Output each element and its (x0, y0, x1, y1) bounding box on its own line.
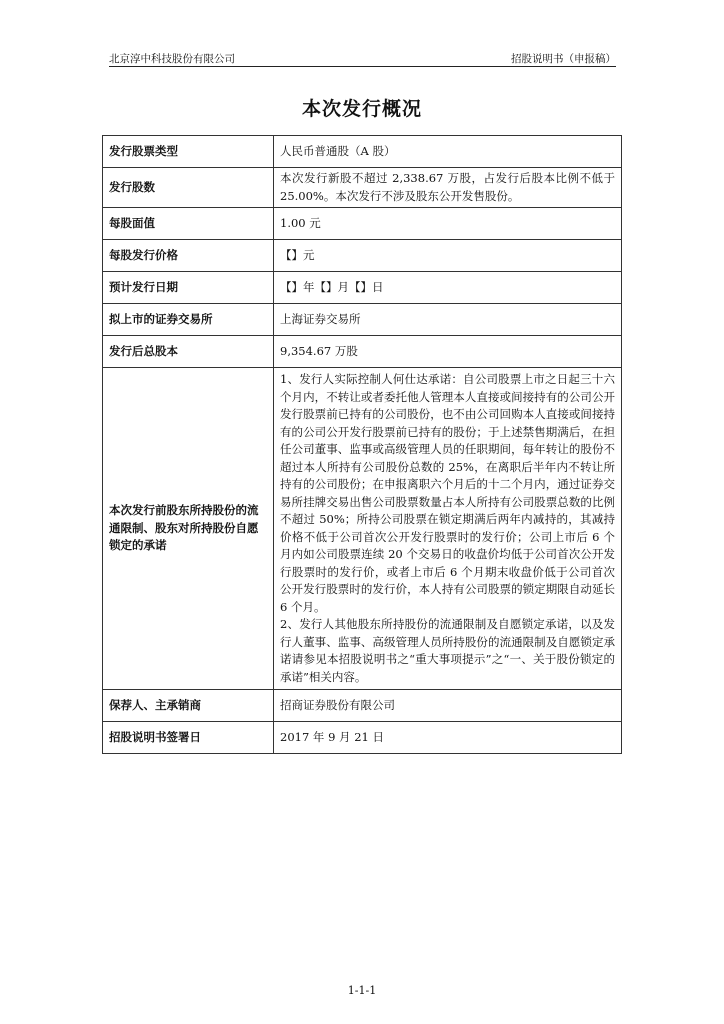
row-value: 1.00 元 (274, 208, 622, 240)
page-number: 1-1-1 (347, 984, 377, 997)
table-row (103, 690, 622, 722)
row-key: 招股说明书签署日 (103, 722, 274, 754)
row-key: 本次发行前股东所持股份的流通限制、股东对所持股份自愿锁定的承诺 (103, 368, 274, 690)
table-row (103, 136, 622, 168)
row-value: 本次发行新股不超过 2,338.67 万股，占发行后股本比例不低于 25.00%。本次发行不涉及股东公开发售股份。 (274, 168, 622, 208)
table-row (103, 272, 622, 304)
row-key: 每股面值 (103, 208, 274, 240)
offering-overview-table (102, 135, 622, 754)
table-row (103, 722, 622, 754)
table-row (103, 240, 622, 272)
page-header (109, 50, 616, 67)
row-key: 预计发行日期 (103, 272, 274, 304)
row-key: 拟上市的证券交易所 (103, 304, 274, 336)
row-value: 2017 年 9 月 21 日 (274, 722, 622, 754)
row-key: 发行后总股本 (103, 336, 274, 368)
header-company: 北京淳中科技股份有限公司 (109, 53, 235, 65)
row-value: 【】元 (274, 240, 622, 272)
table-row (103, 368, 622, 690)
row-value: 人民币普通股（A 股） (274, 136, 622, 168)
page-title: 本次发行概况 (301, 98, 422, 120)
header-document: 招股说明书（申报稿） (511, 53, 616, 65)
table-row (103, 168, 622, 208)
row-key: 保荐人、主承销商 (103, 690, 274, 722)
row-value: 1、发行人实际控制人何仕达承诺：自公司股票上市之日起三十六个月内，不转让或者委托他人管理本人直接或间接持有的公司公开发行股票前已持有的公司股份，也不由公司回购本人直接或间接持有的公司公开发行股票前已持有的股份；于上述禁售期满后，在担任公司董事、监事或高级管理人员的任职期间，每年转让的股份不超过本人所持有公司股份总数的 25%，在离职后半年内不转让所持有的公司股份；在申报离职六个月后的十二个月内，通过证券交易所挂牌交易出售公司股票数量占本人所持有公司股票总数的比例不超过 50%；所持公司股票在锁定期满后两年内减持的，其减持价格不低于公司首次公开发行股票时的发行价；公司上市后 6 个月内如公司股票连续 20 个交易日的收盘价均低于公司首次公开发行股票时的发行价，或者上市后 6 个月期末收盘价低于公司首次公开发行股票时的发行价，本人持有公司股票的锁定期限自动延长 6 个月。 2、发行人其他股东所持股份的流通限制及自愿锁定承诺，以及发行人董事、监事、高级管理人员所持股份的流通限制及自愿锁定承诺请参见本招股说明书之“重大事项提示”之“一、关于股份锁定的承诺”相关内容。 (274, 368, 622, 690)
row-key: 每股发行价格 (103, 240, 274, 272)
row-key: 发行股票类型 (103, 136, 274, 168)
table-row (103, 208, 622, 240)
row-value: 招商证券股份有限公司 (274, 690, 622, 722)
table-row (103, 336, 622, 368)
row-key: 发行股数 (103, 168, 274, 208)
row-value: 9,354.67 万股 (274, 336, 622, 368)
table-row (103, 304, 622, 336)
row-value: 上海证券交易所 (274, 304, 622, 336)
row-value: 【】年【】月【】日 (274, 272, 622, 304)
